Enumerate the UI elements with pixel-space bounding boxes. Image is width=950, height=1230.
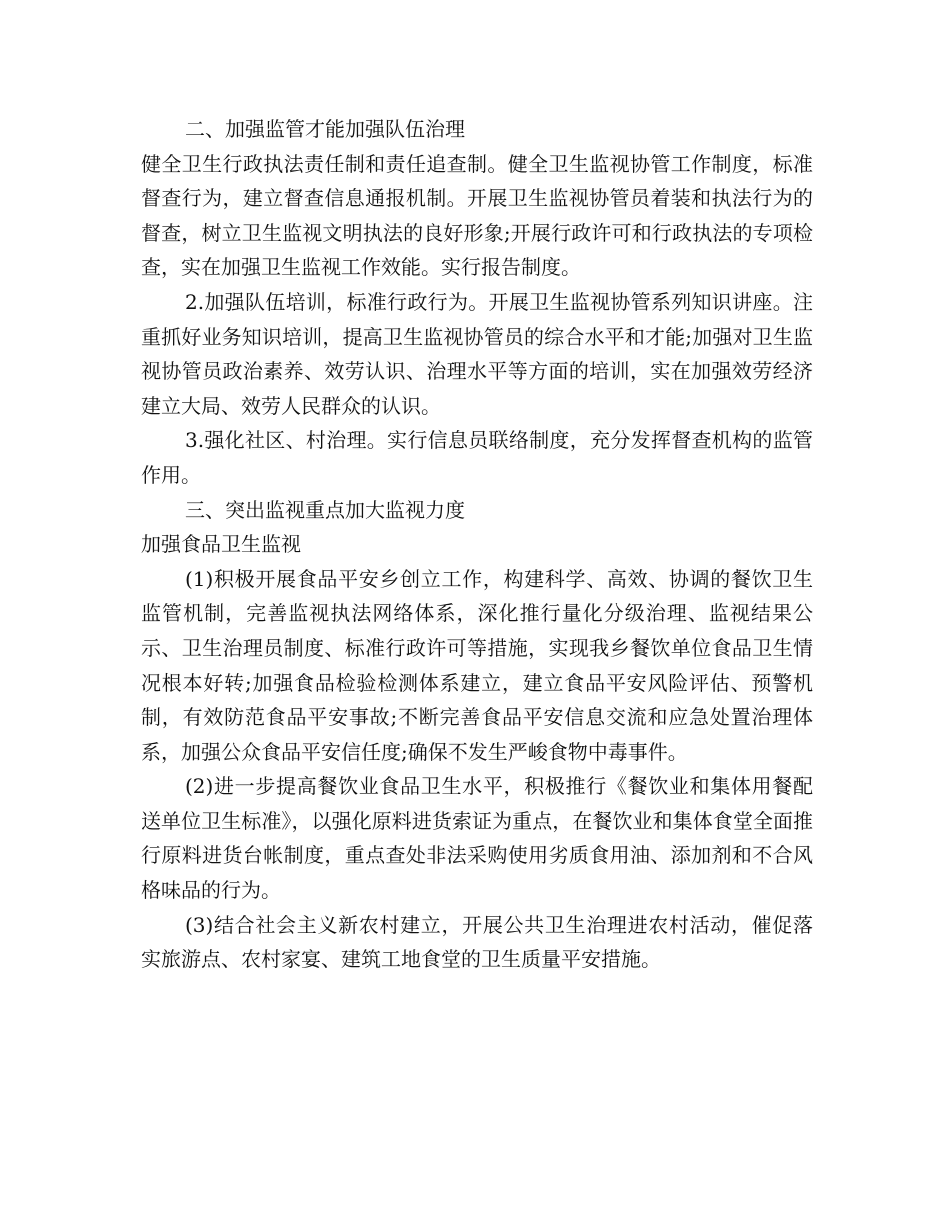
paragraph-team-training: 2.加强队伍培训，标准行政行为。开展卫生监视协管系列知识讲座。注重抓好业务知识培训，提高卫生监视协管员的综合水平和才能;加强对卫生监视协管员政治素养、效劳认识、治理水平等方面的培训，实在加强效劳经济建立大局、效劳人民群众的认识。 [141,289,813,418]
document-body [141,112,813,977]
section-heading-supervision-focus: 三、突出监视重点加大监视力度 [185,497,465,522]
paragraph-food-safety-item-1: (1)积极开展食品平安乡创立工作，构建科学、高效、协调的餐饮卫生监管机制，完善监视执法网络体系，深化推行量化分级治理、监视结果公示、卫生治理员制度、标准行政许可等措施，实现我乡餐饮单位食品卫生情况根本好转;加强食品检验检测体系建立，建立食品平安风险评估、预警机制，有效防范食品平安事故;不断完善食品平安信息交流和应急处置治理体系，加强公众食品平安信任度;确保不发生严峻食物中毒事件。 [141,566,813,764]
section-heading-supervision-team: 二、加强监管才能加强队伍治理 [185,117,465,141]
paragraph-responsibility-system: 健全卫生行政执法责任制和责任追查制。健全卫生监视协管工作制度，标准督查行为，建立督查信息通报机制。开展卫生监视协管员着装和执法行为的督查，树立卫生监视文明执法的良好形象;开展行政许可和行政执法的专项检查，实在加强卫生监视工作效能。实行报告制度。 [141,151,813,280]
subheading-food-hygiene: 加强食品卫生监视 [141,532,301,557]
paragraph-community-management: 3.强化社区、村治理。实行信息员联络制度，充分发挥督查机构的监管作用。 [141,428,813,487]
paragraph-food-safety-item-2: (2)进一步提高餐饮业食品卫生水平，积极推行《餐饮业和集体用餐配送单位卫生标准》，以强化原料进货索证为重点，在餐饮业和集体食堂全面推行原料进货台帐制度，重点查处非法采购使用劣质食用油、添加剂和不合风格味品的行为。 [141,774,813,903]
paragraph-food-safety-item-3: (3)结合社会主义新农村建立，开展公共卫生治理进农村活动，催促落实旅游点、农村家宴、建筑工地食堂的卫生质量平安措施。 [141,912,813,972]
